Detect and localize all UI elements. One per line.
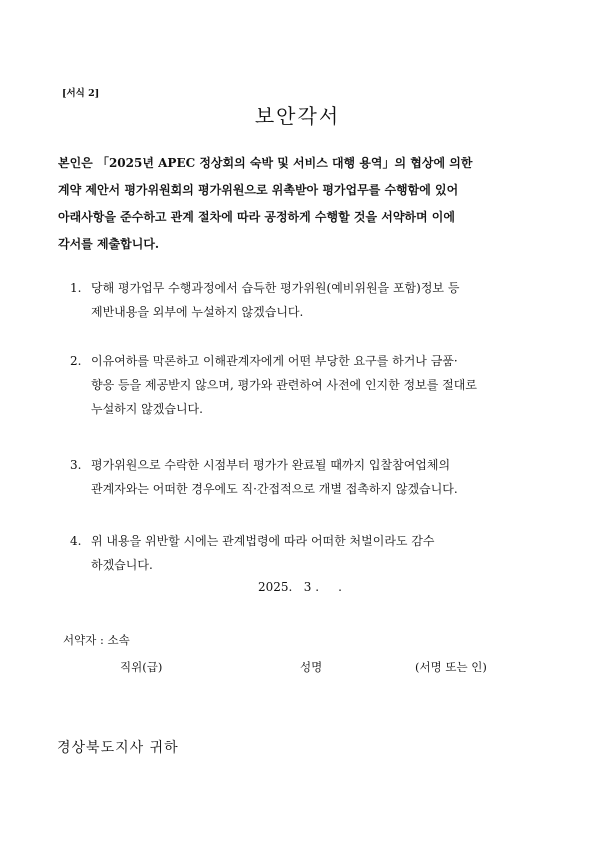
pledge-item-2 bbox=[70, 349, 552, 421]
intro-line: 계약 제안서 평가위원회의 평가위원으로 위촉받아 평가업무를 수행함에 있어 bbox=[58, 183, 459, 197]
sign-or-seal-label: (서명 또는 인) bbox=[415, 660, 487, 674]
pledge-number: 1. bbox=[70, 281, 82, 295]
pledge-item-3 bbox=[70, 453, 552, 501]
pledge-line: 제반내용을 외부에 누설하지 않겠습니다. bbox=[91, 305, 304, 319]
pledge-line: 누설하지 않겠습니다. bbox=[91, 402, 203, 416]
form-label: [서식 2] bbox=[62, 88, 100, 99]
pledge-line: 하겠습니다. bbox=[91, 558, 153, 572]
pledge-line: 위 내용을 위반할 시에는 관계법령에 따라 어떠한 처벌이라도 감수 bbox=[91, 534, 435, 548]
intro-paragraph bbox=[58, 150, 558, 258]
intro-line: 본인은 「2025년 APEC 정상회의 숙박 및 서비스 대행 용역」의 협상에 의한 bbox=[58, 156, 473, 170]
pledger-affiliation-label: 서약자 : 소속 bbox=[63, 633, 130, 647]
position-label: 직위(급) bbox=[120, 660, 163, 674]
intro-line: 아래사항을 준수하고 관계 절차에 따라 공정하게 수행할 것을 서약하며 이에 bbox=[58, 210, 455, 224]
name-label: 성명 bbox=[300, 660, 323, 674]
intro-line: 각서를 제출합니다. bbox=[58, 237, 160, 251]
pledge-line: 향응 등을 제공받지 않으며, 평가와 관련하여 사전에 인지한 정보를 절대로 bbox=[91, 378, 477, 392]
document-date: 2025. 3 . . bbox=[258, 580, 342, 594]
pledge-number: 3. bbox=[70, 458, 82, 472]
pledge-number: 2. bbox=[70, 354, 82, 368]
pledge-line: 이유여하를 막론하고 이해관계자에게 어떤 부당한 요구를 하거나 금품· bbox=[91, 354, 458, 368]
pledge-line: 관계자와는 어떠한 경우에도 직·간접적으로 개별 접촉하지 않겠습니다. bbox=[91, 482, 458, 496]
pledge-item-1 bbox=[70, 276, 552, 324]
pledge-line: 당해 평가업무 수행과정에서 습득한 평가위원(예비위원을 포함)정보 등 bbox=[91, 281, 460, 295]
document-title: 보안각서 bbox=[254, 104, 341, 128]
pledge-item-4 bbox=[70, 529, 552, 577]
pledge-line: 평가위원으로 수락한 시점부터 평가가 완료될 때까지 입찰참여업체의 bbox=[91, 458, 451, 472]
pledge-number: 4. bbox=[70, 534, 82, 548]
addressee: 경상북도지사 귀하 bbox=[57, 740, 179, 756]
